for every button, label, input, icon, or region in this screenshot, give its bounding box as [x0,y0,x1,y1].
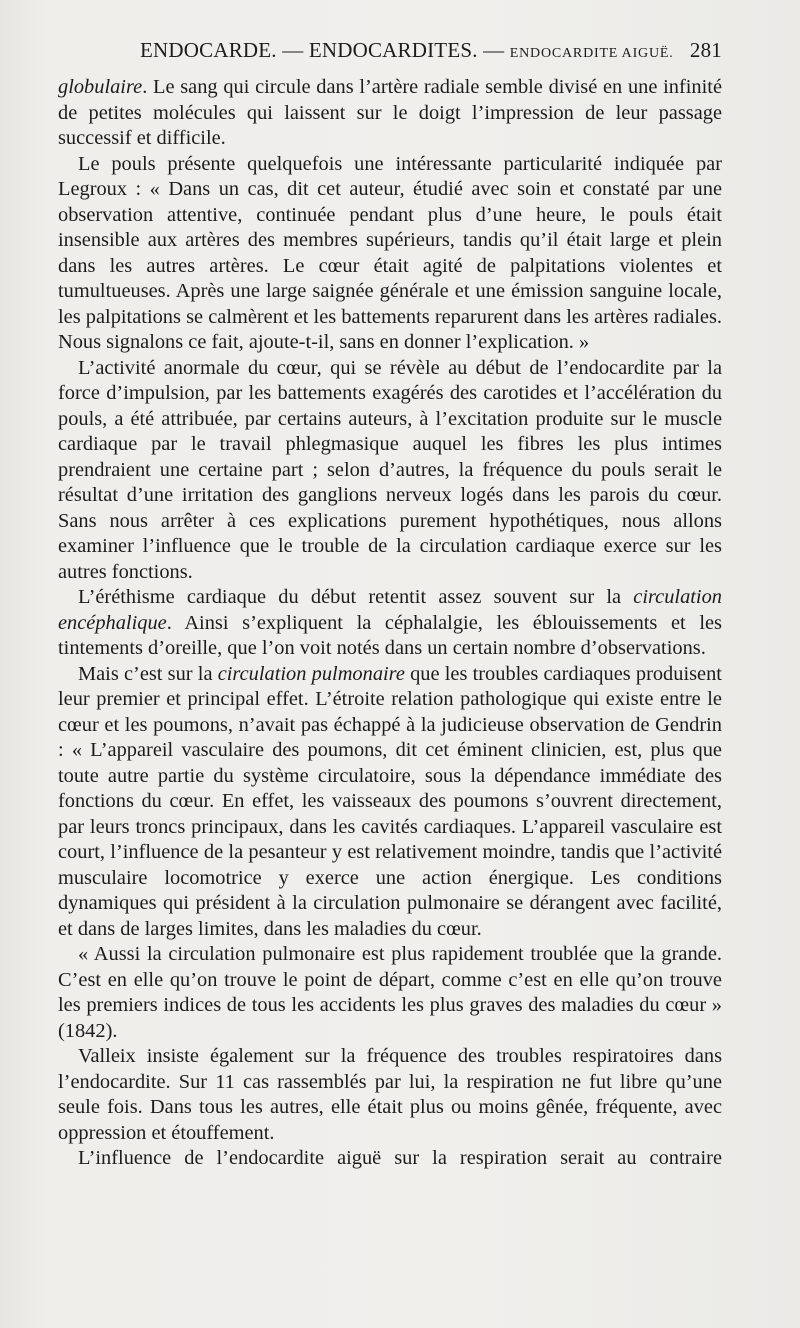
text-run: « Aussi la circulation pulmonaire est plus rapidement troublée que la grande. C’est en elle qu’on trouve le point de départ, comme c’est en elle qu’on trouve les premiers indices de tous les accidents les plus graves des maladies du cœur » (1842). [58,943,722,1042]
body-text [58,75,722,1172]
paragraph [58,585,722,662]
text-run: Mais c’est sur la [78,662,218,685]
text-run: Valleix insiste également sur la fréquence des troubles respiratoires dans l’endocardite. Sur 11 cas rassemblés par lui, la respiration ne fut libre qu’une seule fois. Dans tous les autres, elle était plus ou moins gênée, fréquente, avec oppression et étouffement. [58,1045,722,1144]
text-run: Le pouls présente quelquefois une intéressante particularité indiquée par Legroux : « Dans un cas, dit cet auteur, étudié avec soin et constaté par une observation attentive, continuée pendant plus d’une heure, le pouls était insensible aux artères des membres supérieurs, tandis qu’il était large et plein dans les autres artères. Le cœur était agité de palpitations violentes et tumultueuses. Après une large saignée générale et une émission sanguine locale, les palpitations se calmèrent et les battements reparurent dans les artères radiales. Nous signalons ce fait, ajoute-t-il, sans en donner l’explication. » [58,152,722,353]
italic-run: circulation encéphalique [58,586,722,634]
text-run: L’influence de l’endocardite aiguë sur la respiration serait au contraire [78,1147,722,1169]
text-run: L’éréthisme cardiaque du début retentit assez souvent sur la [78,586,634,608]
paragraph [58,662,722,943]
text-run: . Le sang qui circule dans l’artère radiale semble divisé en une infinité de petites molécules qui laissent sur le doigt l’impression de leur passage successif et difficile. [58,76,722,149]
running-head [58,38,722,68]
text-run: que les troubles cardiaques produisent leur premier et principal effet. L’étroite relation pathologique qui existe entre le cœur et les poumons, n’avait pas échappé à la judicieuse observation de Gendrin : « L’appareil vasculaire des poumons, dit cet éminent clinicien, est, plus que toute autre partie du système circulatoire, sous la dépendance immédiate des fonctions du cœur. En effet, les vaisseaux des poumons s’ouvrent directement, par leurs troncs principaux, dans les cavités cardiaques. L’appareil vasculaire est court, l’influence de la pesanteur y est relativement moindre, tandis que l’activité musculaire locomotrice y exerce une action énergique. Les conditions dynamiques qui président à la circulation pulmonaire se dérangent avec facilité, et dans de larges limites, dans les maladies du cœur. [58,662,722,940]
paragraph [58,1146,722,1172]
running-head-title-small: ENDOCARDITE AIGUË. [509,46,674,61]
paragraph [58,356,722,586]
paragraph [58,75,722,152]
running-head-title-main: ENDOCARDE. — ENDOCARDITES. — [140,38,510,62]
italic-run: circulation pulmonaire [217,662,405,685]
text-run: . Ainsi s’expliquent la céphalalgie, les éblouissements et les tintements d’oreille, que l’on voit notés dans un certain nombre d’observations. [58,611,722,659]
italic-run: globulaire [58,76,143,98]
paragraph [58,1044,722,1146]
paragraph [58,152,722,356]
running-head-title [140,38,674,63]
page-number: 281 [689,38,722,62]
paragraph [58,942,722,1044]
text-run: L’activité anormale du cœur, qui se révèle au début de l’endocardite par la force d’impulsion, par les battements exagérés des carotides et l’accélération du pouls, a été attribuée, par certains auteurs, à l’excitation produite sur le muscle cardiaque par le travail phlegmasique auquel les fibres les plus intimes prendraient une certaine part ; selon d’autres, la fréquence du pouls serait le résultat d’une irritation des ganglions nerveux logés dans les parois du cœur. Sans nous arrêter à ces explications purement hypothétiques, nous allons examiner l’influence que le trouble de la circulation cardiaque exerce sur les autres fonctions. [58,356,722,583]
